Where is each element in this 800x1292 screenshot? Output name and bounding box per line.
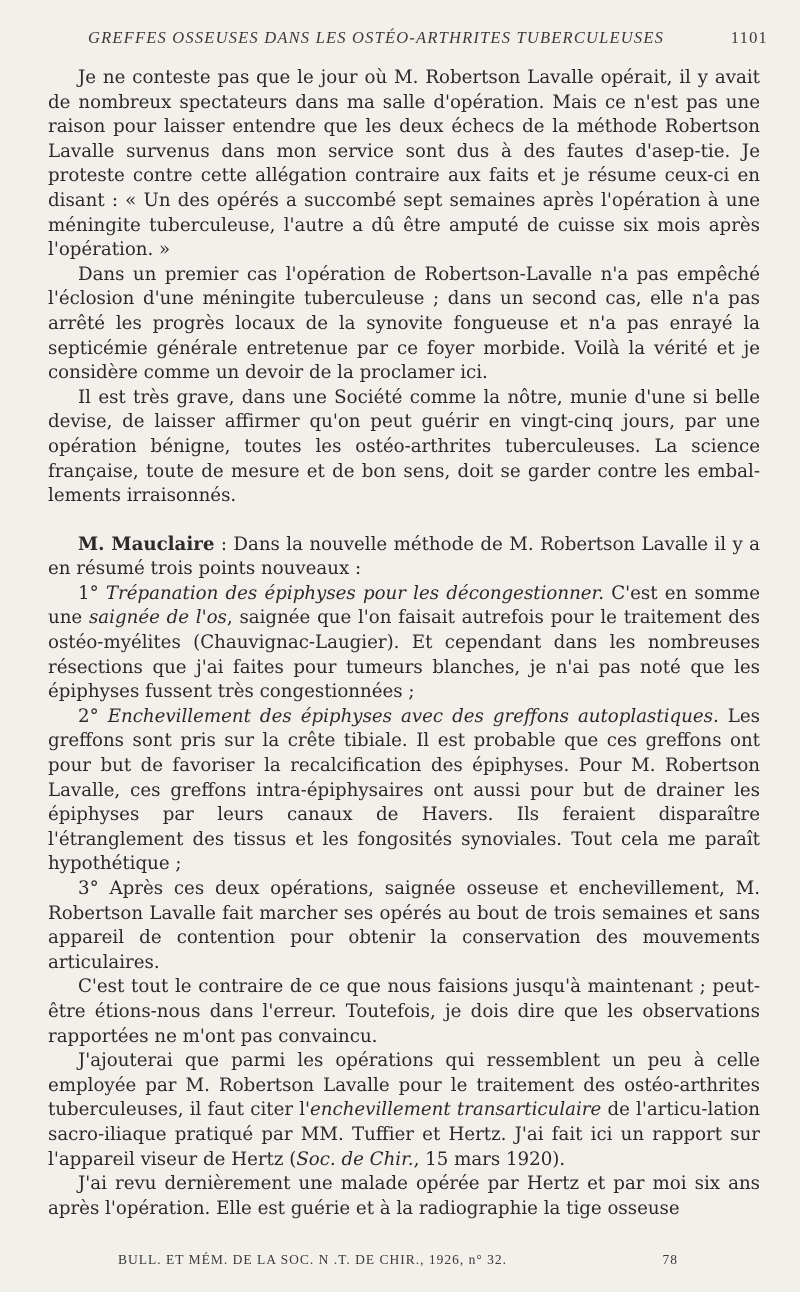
point-number: 1°	[78, 582, 99, 604]
paragraph: C'est tout le contraire de ce que nous faisions jusqu'à maintenant ; peut-être étions-nous dans l'erreur. Toutefois, je dois dire que les observations rapportées ne m'ont pas convaincu.	[48, 976, 760, 1047]
numbered-point	[48, 877, 760, 975]
paragraph-text: de l'articu-lation sacro-iliaque pratiqué par MM. Tuffier et Hertz. J'ai fait ici un rapport sur l'appareil viseur de Hertz (	[48, 1099, 760, 1170]
speaker-paragraph	[48, 533, 760, 582]
paragraph: Il est très grave, dans une Société comme la nôtre, munie d'une si belle devise, de laisser affirmer qu'on peut guérir en vingt-cinq jours, par une opération bénigne, toutes les ostéo-arthrites tuberculeuses. La science française, toute de mesure et de bon sens, doit se garder contre les embal-lements irraisonnés.	[48, 386, 760, 507]
page-number: 1101	[730, 28, 768, 47]
point-title: Trépanation des épiphyses pour les décongestionner.	[105, 582, 605, 604]
speaker-name: M. Mauclaire	[78, 533, 215, 555]
paragraph: Dans un premier cas l'opération de Robertson-Lavalle n'a pas empêché l'éclosion d'une méningite tuberculeuse ; dans un second cas, elle n'a pas arrêté les progrès locaux de la synovite fongueuse et n'a pas enrayé la septicémie générale entretenue par ce foyer morbide. Voilà la vérité et je considère comme un devoir de la proclamer ici.	[48, 263, 760, 384]
paragraph-text: Les greffons sont pris sur la crête tibiale. Il est probable que ces greffons ont pour but de favoriser la recalcification des épiphyses. Pour M. Robertson Lavalle, ces greffons intra-épiphysaires ont aussi pour but de drainer les épiphyses par leurs canaux de Havers. Ils feraient disparaître l'étranglement des tissus et les fongosités synoviales. Tout cela me paraît hypothétique ;	[48, 705, 760, 875]
paragraph-text: J'ajouterai que parmi les opérations qui ressemblent un peu à celle employée par M. Robertson Lavalle pour le traitement des ostéo-arthrites tuberculeuses, il faut citer l'	[48, 1050, 760, 1121]
numbered-point	[48, 582, 760, 705]
paragraph-text: Après ces deux opérations, saignée osseuse et enchevillement, M. Robertson Lavalle fait marcher ses opérés au bout de trois semaines et sans appareil de contention pour obtenir la conservation des mouvements articulaires.	[48, 878, 760, 973]
page-footer	[118, 1252, 678, 1268]
emphasis: enchevillement transarticulaire	[310, 1099, 602, 1121]
paragraph: Je ne conteste pas que le jour où M. Robertson Lavalle opérait, il y avait de nombreux spectateurs dans ma salle d'opération. Mais ce n'est pas une raison pour laisser entendre que les deux échecs de la méthode Robertson Lavalle survenus dans mon service sont dus à des fautes d'asep-tie. Je proteste contre cette allégation contraire aux faits et je résume ceux-ci en disant : « Un des opérés a succombé sept semaines après l'opération à une méningite tuberculeuse, l'autre a dû être amputé de cuisse six mois après l'opération. »	[48, 67, 760, 261]
paragraph-text: : Dans la nouvelle méthode de M. Robertson Lavalle il y a en résumé trois points nouveaux :	[48, 533, 760, 580]
point-number: 3°	[78, 878, 99, 899]
paragraph-text: C'est en somme une	[48, 582, 760, 629]
paragraph-text: , 15 mars 1920).	[413, 1148, 566, 1170]
running-title: GREFFES OSSEUSES DANS LES OSTÉO-ARTHRITES TUBERCULEUSES	[88, 28, 665, 47]
paragraph-text: , saignée que l'on faisait autrefois pour le traitement des ostéo-myélites (Chauvignac-Laugier). Et cependant dans les nombreuses résections que j'ai faites pour tumeurs blanches, je n'ai pas noté que les épiphyses fussent très congestionnées ;	[48, 607, 760, 703]
paragraph: J'ai revu dernièrement une malade opérée par Hertz et par moi six ans après l'opération. Elle est guérie et à la radiographie la tige osseuse	[48, 1173, 760, 1219]
running-header	[88, 28, 768, 48]
emphasis: saignée de l'os	[88, 607, 227, 629]
point-number: 2°	[78, 705, 99, 727]
journal-reference: BULL. ET MÉM. DE LA SOC. N .T. DE CHIR., 1926, n° 32.	[118, 1252, 508, 1267]
numbered-point	[48, 705, 760, 877]
paragraph	[48, 1049, 760, 1172]
article-body	[48, 66, 760, 1221]
sheet-number: 78	[662, 1252, 678, 1267]
point-title: Enchevillement des épiphyses avec des greffons autoplastiques.	[107, 705, 719, 727]
citation: Soc. de Chir.	[296, 1148, 414, 1170]
